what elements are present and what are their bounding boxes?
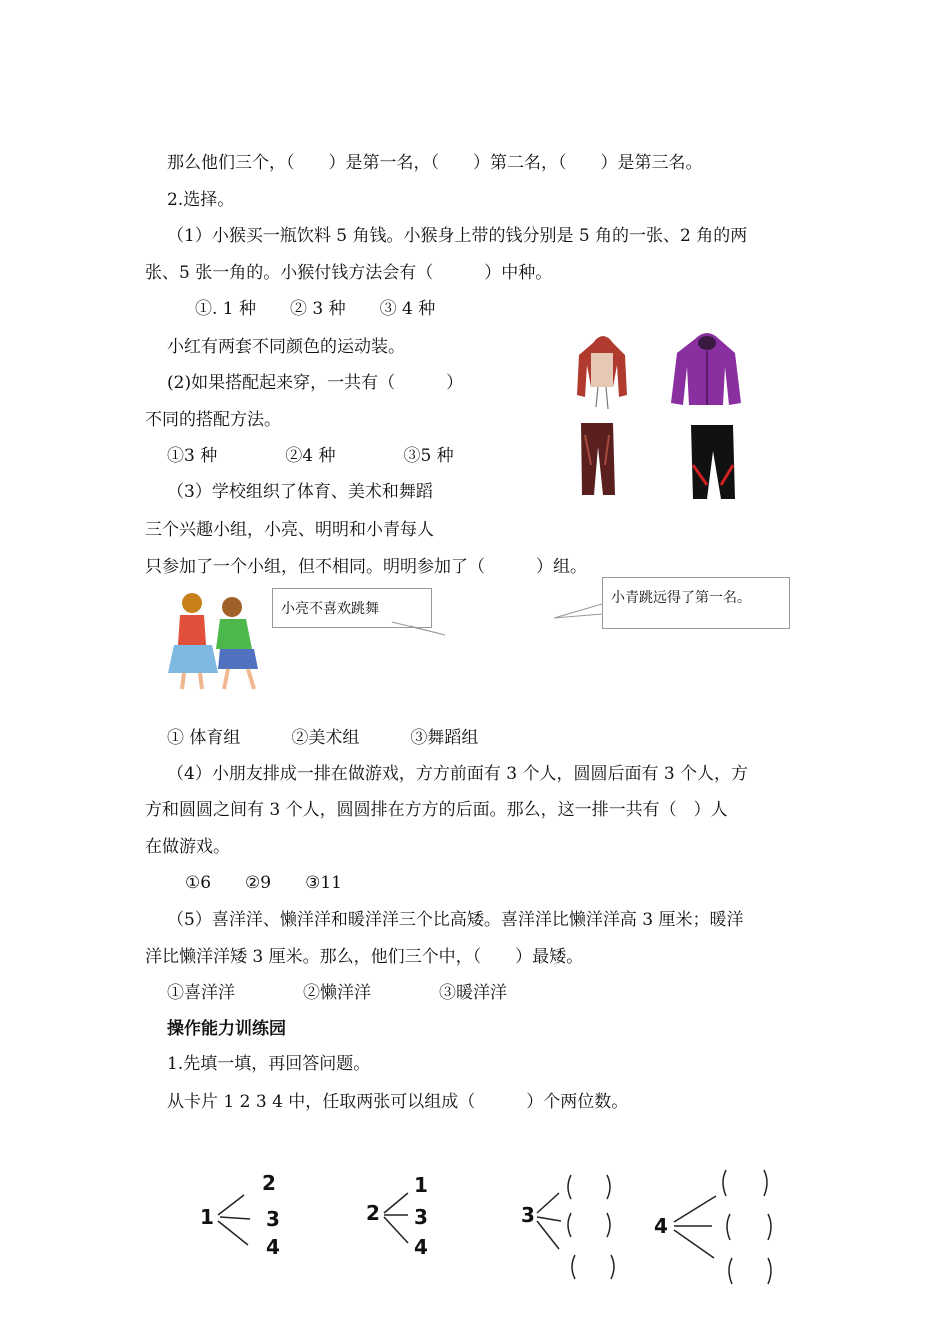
red-jacket-image <box>577 336 627 409</box>
tree-3-root: 3 <box>521 1203 535 1227</box>
tree-2-leaf-1: 1 <box>414 1173 428 1197</box>
purple-jacket-image <box>671 333 741 405</box>
number-tree-4 <box>650 1160 790 1290</box>
red-pants-image <box>581 423 615 495</box>
tree-1-root: 1 <box>200 1205 214 1229</box>
q3-line2: 三个兴趣小组，小亮、明明和小青每人 <box>145 520 434 540</box>
q3-line1: （3）学校组织了体育、美术和舞蹈 <box>167 482 433 502</box>
bubble-tail-right <box>550 600 605 622</box>
op1-question: 从卡片 1 2 3 4 中，任取两张可以组成（ ）个两位数。 <box>167 1092 629 1112</box>
tree-1-leaf-1: 2 <box>262 1171 276 1195</box>
bubble-text-xiaoqing: 小青跳远得了第一名。 <box>611 590 751 606</box>
bubble-tail-left <box>390 620 450 640</box>
q2-intro: 小红有两套不同颜色的运动装。 <box>167 337 405 357</box>
q2-options: ①3 种 ②4 种 ③5 种 <box>167 446 454 466</box>
op1-instruction: 1.先填一填，再回答问题。 <box>167 1054 371 1074</box>
q2-line2: 不同的搭配方法。 <box>145 410 281 430</box>
q3-options: ① 体育组 ②美术组 ③舞蹈组 <box>167 728 479 748</box>
q5-line1: （5）喜洋洋、懒洋洋和暖洋洋三个比高矮。喜洋洋比懒洋洋高 3 厘米；暖洋 <box>167 910 744 930</box>
q3-line3: 只参加了一个小组，但不相同。明明参加了（ ）组。 <box>145 557 587 577</box>
ranking-question-line: 那么他们三个，（ ）是第一名，（ ）第二名，（ ）是第三名。 <box>167 153 703 173</box>
number-tree-2 <box>360 1165 470 1265</box>
q1-options: ①. 1 种 ② 3 种 ③ 4 种 <box>195 299 436 319</box>
q4-line1: （4）小朋友排成一排在做游戏，方方前面有 3 个人，圆圆后面有 3 个人，方 <box>167 764 749 784</box>
tree-1-leaf-2: 3 <box>266 1207 280 1231</box>
q4-line3: 在做游戏。 <box>145 837 230 857</box>
number-tree-1 <box>190 1165 300 1265</box>
black-pants-image <box>691 425 735 499</box>
q2-line1: (2)如果搭配起来穿，一共有（ ） <box>167 373 464 393</box>
q4-options: ①6 ②9 ③11 <box>185 873 342 893</box>
q5-line2: 洋比懒洋洋矮 3 厘米。那么，他们三个中，（ ）最矮。 <box>145 947 584 967</box>
section-operation-title: 操作能力训练园 <box>167 1019 286 1039</box>
tree-2-root: 2 <box>366 1201 380 1225</box>
tree-2-leaf-2: 3 <box>414 1205 428 1229</box>
tree-2-leaf-3: 4 <box>414 1235 428 1259</box>
children-talking-illustration <box>160 585 275 695</box>
q1-line2: 张、5 张一角的。小猴付钱方法会有（ ）中种。 <box>145 263 553 283</box>
section-choice-title: 2.选择。 <box>167 190 235 210</box>
q5-options: ①喜洋洋 ②懒洋洋 ③暖洋洋 <box>167 983 507 1003</box>
speech-bubble-xiaoqing <box>602 577 790 629</box>
q4-line2: 方和圆圆之间有 3 个人，圆圆排在方方的后面。那么，这一排一共有（ ）人 <box>145 800 728 820</box>
tree-4-root: 4 <box>654 1214 668 1238</box>
tree-1-leaf-3: 4 <box>266 1235 280 1259</box>
bubble-text-xiaoliang: 小亮不喜欢跳舞 <box>281 601 379 617</box>
number-tree-3 <box>515 1165 635 1285</box>
sportswear-illustration <box>565 325 765 505</box>
q1-line1: （1）小猴买一瓶饮料 5 角钱。小猴身上带的钱分别是 5 角的一张、2 角的两 <box>167 226 748 246</box>
